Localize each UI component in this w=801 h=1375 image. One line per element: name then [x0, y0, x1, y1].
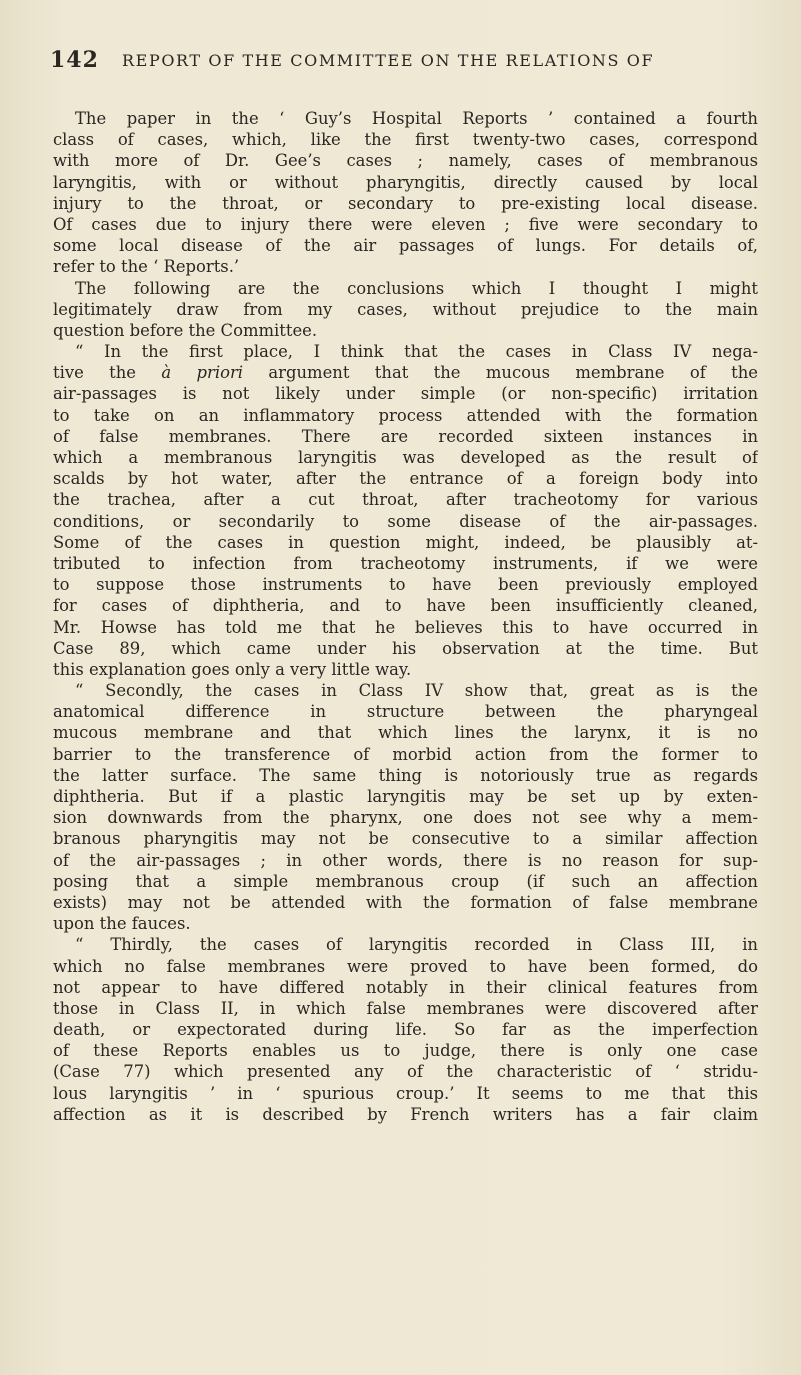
text-line: The following are the conclusions which I thought I might: [75, 278, 758, 298]
latin-phrase: à priori: [161, 363, 244, 383]
text-line: Mr. Howse has told me that he believes this to have occurred in: [53, 617, 758, 637]
text-line: Some of the cases in question might, indeed, be plausibly at-: [53, 532, 758, 552]
text-line: of these Reports enables us to judge, there is only one case: [53, 1041, 758, 1061]
text-line: for cases of diphtheria, and to have been insufficiently cleaned,: [53, 596, 758, 616]
text-line: branous pharyngitis may not be consecutive to a similar affection: [53, 829, 758, 849]
text-line-italic-phrase: tive the à priori argument that the mucous membrane of the: [53, 363, 758, 383]
text-line: tributed to infection from tracheotomy instruments, if we were: [53, 553, 758, 573]
text-line: the trachea, after a cut throat, after tracheotomy for various: [53, 490, 758, 510]
text-line: of false membranes. There are recorded sixteen instances in: [53, 426, 758, 446]
text-line: legitimately draw from my cases, without prejudice to the main: [53, 299, 758, 319]
text-line: (Case 77) which presented any of the characteristic of ‘ stridu-: [53, 1062, 758, 1082]
text-line: The paper in the ‘ Guy’s Hospital Reports ’ contained a fourth: [75, 109, 758, 128]
text-line: “ In the first place, I think that the cases in Class IV nega-: [75, 342, 758, 362]
text-line: upon the fauces.: [53, 914, 191, 934]
text-line: death, or expectorated during life. So far as the imperfection: [53, 1020, 758, 1040]
text-line: which a membranous laryngitis was developed as the result of: [53, 448, 758, 467]
text-line: barrier to the transference of morbid action from the former to: [53, 744, 758, 764]
running-title: REPORT OF THE COMMITTEE ON THE RELATIONS OF: [122, 50, 655, 70]
text-line: class of cases, which, like the first twenty-two cases, correspond: [53, 130, 758, 150]
text-line: refer to the ‘ Reports.’: [53, 257, 240, 277]
text-line: diphtheria. But if a plastic laryngitis may be set up by exten-: [53, 787, 758, 806]
text-line: injury to the throat, or secondary to pre-existing local disease.: [53, 193, 758, 213]
text-line: those in Class II, in which false membranes were discovered after: [53, 998, 758, 1018]
body-text: [53, 108, 758, 1125]
text-line: Case 89, which came under his observation at the time. But: [53, 638, 758, 658]
text-line: to suppose those instruments to have been previously employed: [53, 575, 758, 595]
text-line: of the air-passages ; in other words, there is no reason for sup-: [53, 850, 758, 870]
text-line: Of cases due to injury there were eleven ; five were secondary to: [53, 214, 758, 234]
text-line: this explanation goes only a very little way.: [53, 659, 412, 679]
text-line: exists) may not be attended with the formation of false membrane: [53, 892, 758, 912]
text-line: some local disease of the air passages of lungs. For details of,: [53, 236, 758, 256]
page-number: 142: [50, 47, 99, 73]
text-line: sion downwards from the pharynx, one does not see why a mem-: [53, 808, 758, 828]
running-header: [50, 47, 770, 77]
text-line: posing that a simple membranous croup (if such an affection: [53, 871, 758, 891]
text-line: laryngitis, with or without pharyngitis, directly caused by local: [53, 172, 758, 192]
text-line: conditions, or secondarily to some disease of the air-passages.: [53, 511, 758, 531]
text-line: to take on an inflammatory process attended with the formation: [53, 405, 758, 425]
text-line: with more of Dr. Gee’s cases ; namely, cases of membranous: [53, 151, 758, 171]
text-line: question before the Committee.: [53, 320, 318, 340]
text-line: lous laryngitis ’ in ‘ spurious croup.’ It seems to me that this: [53, 1083, 758, 1103]
text-line: affection as it is described by French writers has a fair claim: [53, 1104, 758, 1124]
text-line: anatomical difference in structure between the pharyngeal: [53, 702, 758, 722]
text-line: mucous membrane and that which lines the larynx, it is no: [53, 723, 758, 743]
text-line: “ Secondly, the cases in Class IV show that, great as is the: [75, 681, 758, 701]
text-line: not appear to have differed notably in their clinical features from: [53, 977, 758, 997]
text-line: the latter surface. The same thing is notoriously true as regards: [53, 765, 758, 785]
text-line: “ Thirdly, the cases of laryngitis recorded in Class III, in: [75, 935, 758, 955]
text-line: which no false membranes were proved to have been formed, do: [53, 956, 758, 976]
text-line: air-passages is not likely under simple (or non-specific) irritation: [53, 384, 758, 404]
text-line: scalds by hot water, after the entrance of a foreign body into: [53, 469, 758, 489]
